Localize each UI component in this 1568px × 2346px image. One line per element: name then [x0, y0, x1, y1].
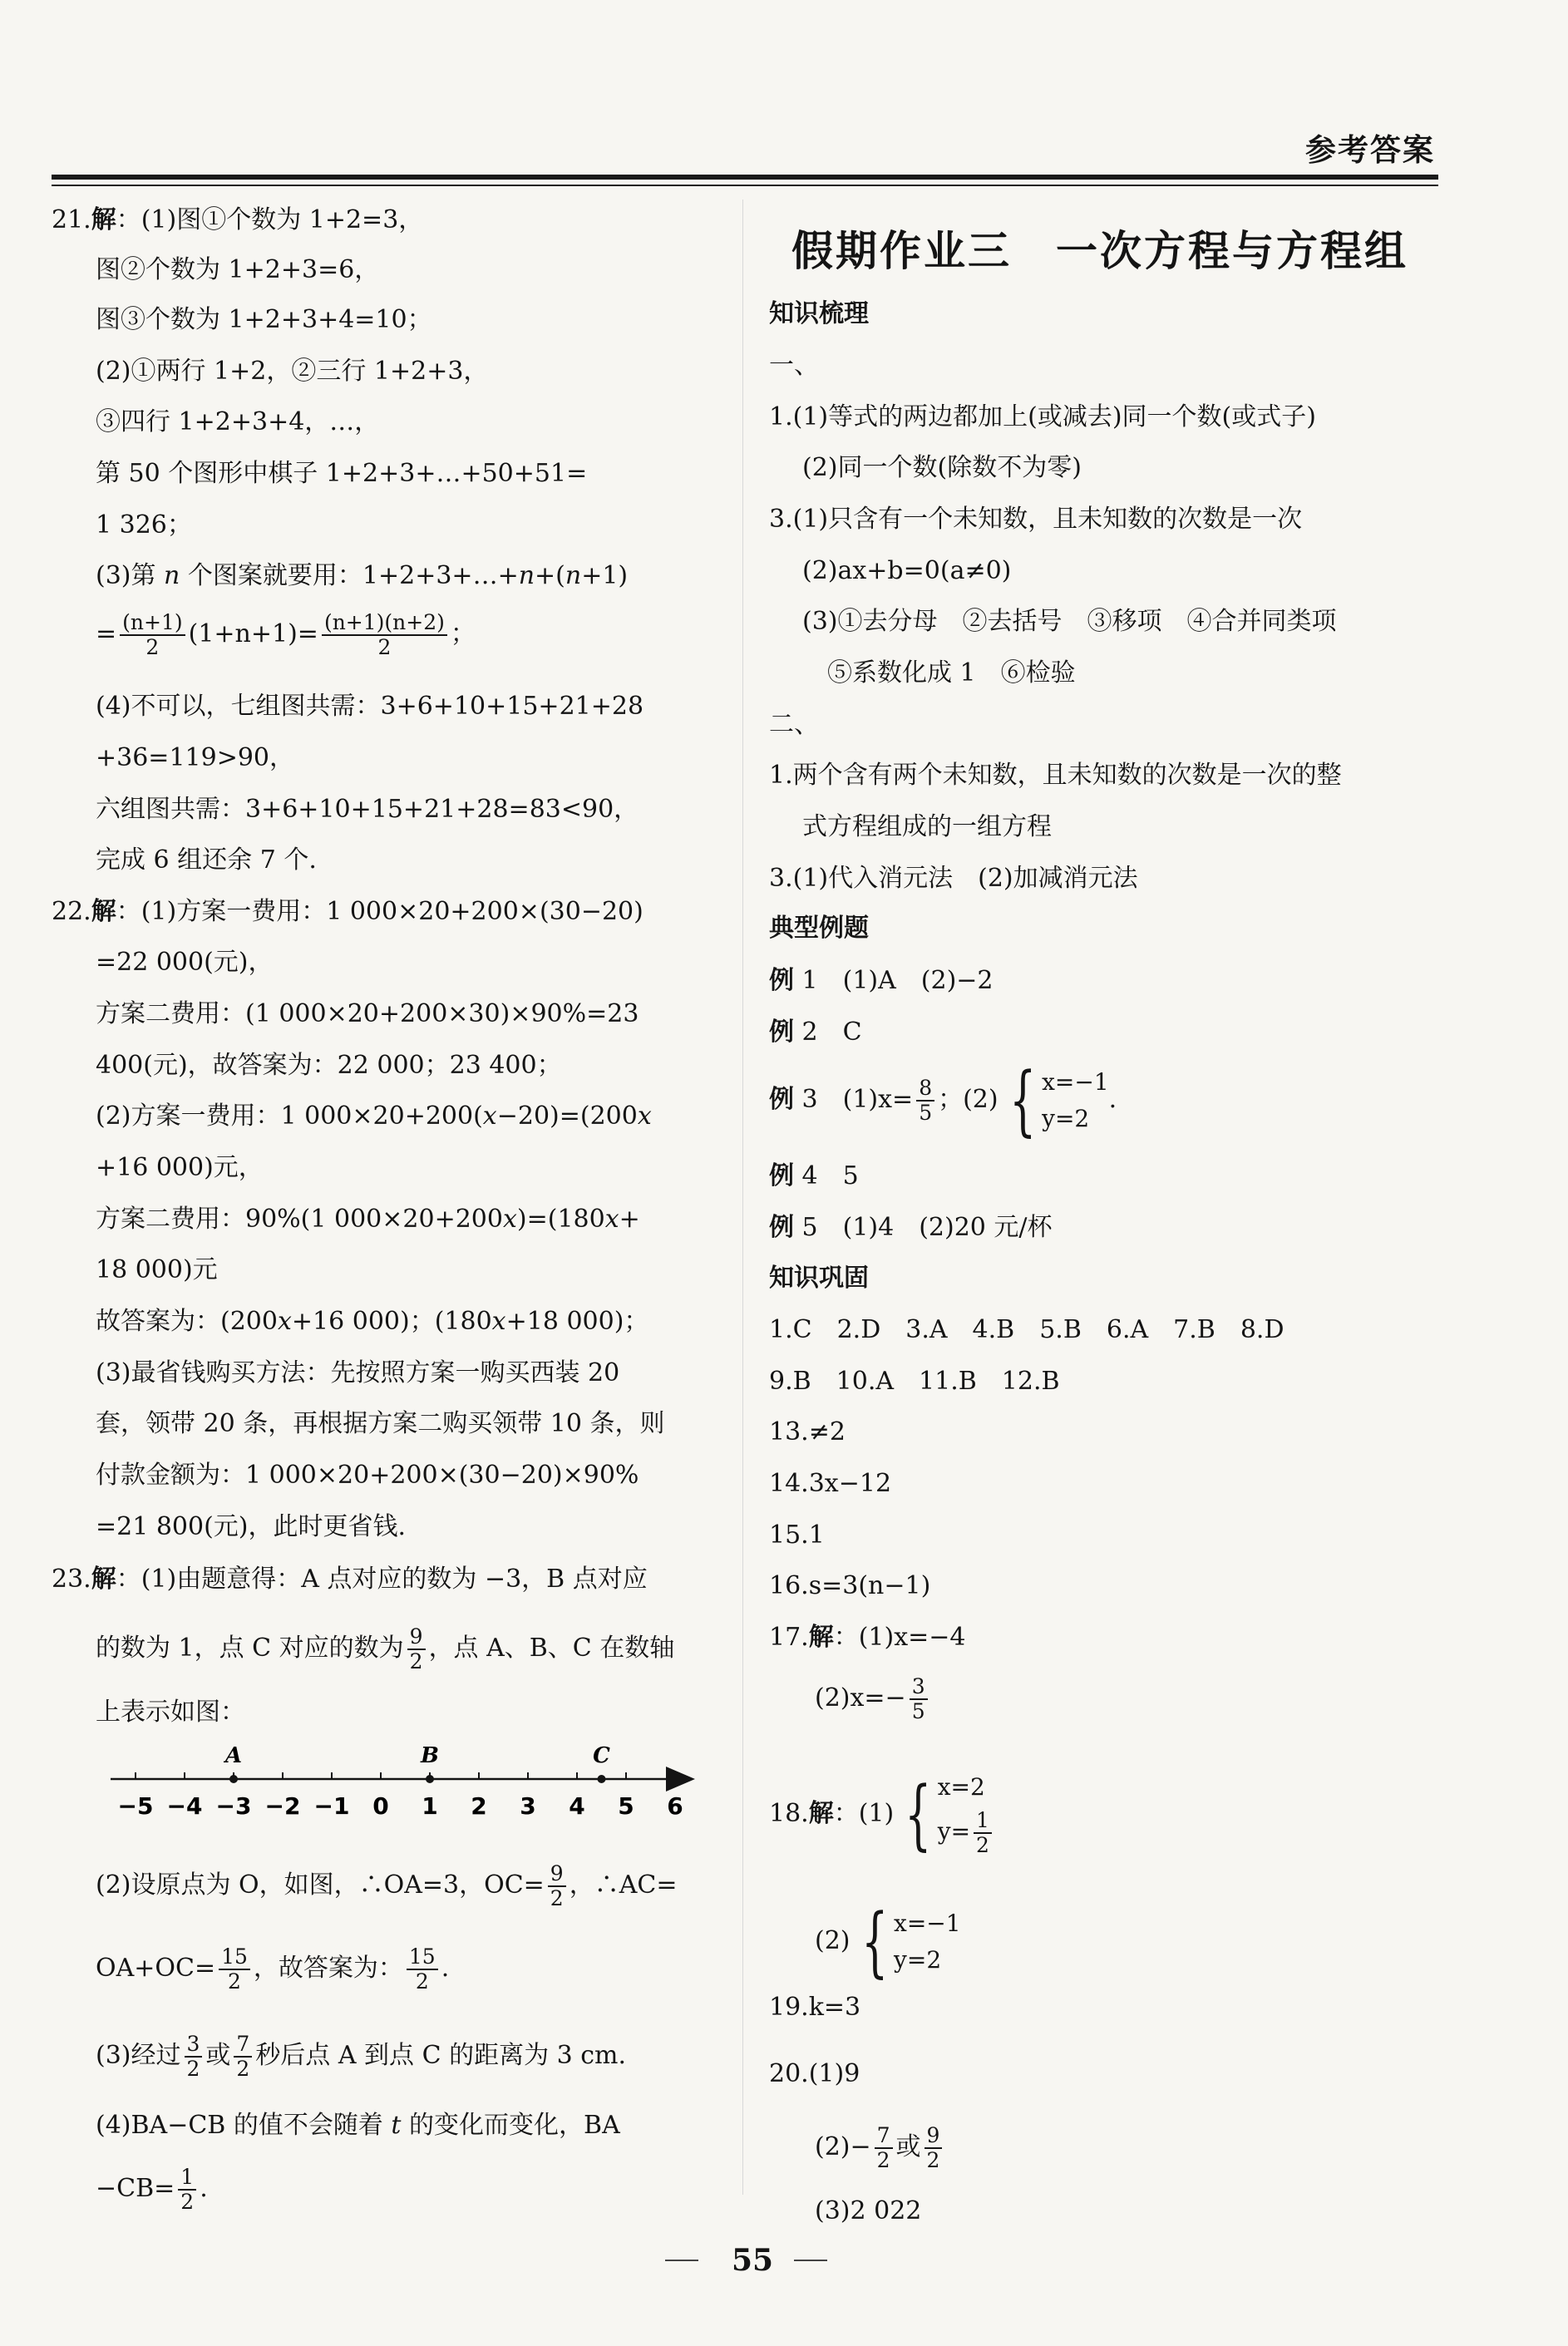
section-title: 假期作业三 一次方程与方程组 — [791, 227, 1408, 275]
column-divider — [742, 200, 743, 2195]
right-line-3: 3.(1)只含有一个未知数，且未知数的次数是一次 — [769, 505, 1303, 534]
q21-line-1: 21.解：(1)图①个数为 1+2=3， — [52, 205, 424, 234]
header-rule-thin — [52, 185, 1438, 186]
number-line-point — [426, 1775, 434, 1783]
q22-line-3: 方案二费用：(1 000×20+200×30)×90%=23 — [96, 999, 639, 1028]
answers-9-12: 9.B 10.A 11.B 12.B — [769, 1367, 1060, 1396]
number-line-tick-label: 0 — [372, 1792, 389, 1820]
number-line-point-label: A — [224, 1743, 243, 1768]
q23-line-7: (4)BA−CB 的值不会随着 t 的变化而变化，BA — [96, 2111, 620, 2140]
q21-line-5: ③四行 1+2+3+4，…， — [96, 407, 380, 436]
q22-line-13: =21 800(元)，此时更省钱. — [96, 1512, 407, 1541]
example-2: 例 2 C — [769, 1018, 862, 1047]
example-1: 例 1 (1)A (2)−2 — [769, 966, 994, 995]
q22-line-10: (3)最省钱购买方法：先按照方案一购买西装 20 — [96, 1358, 620, 1387]
q22-line-2: =22 000(元)， — [96, 948, 274, 977]
page-number: 55 — [732, 2243, 774, 2278]
answer-14: 14.3x−12 — [769, 1469, 892, 1498]
number-line-point-label: B — [421, 1743, 439, 1768]
q21-line-3: 图③个数为 1+2+3+4=10； — [96, 305, 432, 334]
q22-line-1: 22.解：(1)方案一费用：1 000×20+200×(30−20) — [52, 897, 643, 926]
q21-line-4: (2)①两行 1+2，②三行 1+2+3， — [96, 357, 489, 386]
answer-20-1: 20.(1)9 — [769, 2059, 860, 2088]
number-line-tick-label: 1 — [422, 1792, 438, 1820]
equation-system: { x=−1 y=2 — [860, 1897, 961, 1986]
q21-line-10: (4)不可以，七组图共需：3+6+10+15+21+28 — [96, 692, 644, 721]
fraction: $\frac{(n+1)(n+2)}{2}$ — [322, 611, 447, 659]
fraction: $\frac{7}{2}$ — [875, 2124, 893, 2172]
number-line-tick-label: −3 — [215, 1792, 252, 1820]
answer-20-2: (2)− $\frac{7}{2}$ 或 $\frac{9}{2}$ — [815, 2124, 945, 2172]
number-line — [104, 1737, 703, 1829]
fraction: $\frac{(n+1)}{2}$ — [120, 611, 185, 659]
fraction: $\frac{9}{2}$ — [925, 2124, 943, 2172]
q23-line-6: (3)经过 $\frac{3}{2}$ 或 $\frac{7}{2}$ 秒后点 A 到点 C 的距离为 3 cm. — [96, 2032, 627, 2081]
right-line-5: (3)①去分母 ②去括号 ③移项 ④合并同类项 — [802, 607, 1337, 636]
fraction: $\frac{8}{5}$ — [916, 1077, 934, 1125]
number-line-tick-label: 6 — [667, 1792, 683, 1820]
right-line-7: 1.两个含有两个未知数，且未知数的次数是一次的整 — [769, 761, 1342, 790]
fraction: $\frac{3}{5}$ — [910, 1675, 928, 1723]
header-tag: 参考答案 — [1305, 132, 1435, 168]
q22-line-9: 故答案为：(200x+16 000)；(180x+18 000)； — [96, 1307, 649, 1336]
right-line-6: ⑤系数化成 1 ⑥检验 — [827, 658, 1076, 688]
page-number-dash-left — [665, 2260, 698, 2261]
example-5: 例 5 (1)4 (2)20 元/杯 — [769, 1213, 1053, 1242]
number-line-tick-label: −5 — [117, 1792, 154, 1820]
q21-line-2: 图②个数为 1+2+3=6， — [96, 255, 380, 284]
answer-15: 15.1 — [769, 1520, 825, 1550]
number-line-tick-label: 2 — [471, 1792, 487, 1820]
part-two-label: 二、 — [769, 710, 819, 739]
number-line-tick-label: −4 — [166, 1792, 203, 1820]
q22-line-5: (2)方案一费用：1 000×20+200(x−20)=(200x — [96, 1102, 652, 1131]
right-line-8: 式方程组成的一组方程 — [802, 812, 1052, 841]
fraction: $\frac{9}{2}$ — [548, 1862, 566, 1910]
answer-13: 13.≠2 — [769, 1417, 846, 1447]
fraction: $\frac{7}{2}$ — [234, 2033, 252, 2081]
answer-17-1: 17.解：(1)x=−4 — [769, 1623, 966, 1652]
q23-line-3: 上表示如图： — [96, 1698, 245, 1727]
header-rule — [52, 175, 1438, 180]
answers-1-8: 1.C 2.D 3.A 4.B 5.B 6.A 7.B 8.D — [769, 1315, 1284, 1344]
answer-16: 16.s=3(n−1) — [769, 1571, 931, 1600]
q23-line-1: 23.解：(1)由题意得：A 点对应的数为 −3，B 点对应 — [52, 1565, 648, 1594]
q21-line-8: (3)第 n 个图案就要用：1+2+3+…+n+(n+1) — [96, 561, 629, 590]
q23-line-8: −CB= $\frac{1}{2}$ . — [96, 2165, 208, 2214]
answer-20-3: (3)2 022 — [815, 2196, 922, 2225]
q22-line-12: 付款金额为：1 000×20+200×(30−20)×90% — [96, 1461, 639, 1490]
fraction: $\frac{9}{2}$ — [407, 1625, 426, 1673]
page-number-dash-right — [794, 2260, 827, 2261]
q21-line-7: 1 326； — [96, 510, 192, 540]
fraction: $\frac{3}{2}$ — [185, 2033, 203, 2081]
q22-line-4: 400(元)，故答案为：22 000；23 400； — [96, 1051, 562, 1080]
answer-17-2: (2)x=− $\frac{3}{5}$ — [815, 1675, 931, 1723]
number-line-point — [229, 1775, 238, 1783]
right-line-4: (2)ax+b=0(a≠0) — [802, 556, 1012, 585]
q21-line-12: 六组图共需：3+6+10+15+21+28=83<90， — [96, 795, 639, 824]
q22-line-7: 方案二费用：90%(1 000×20+200x)=(180x+ — [96, 1205, 640, 1234]
right-line-1: 1.(1)等式的两边都加上(或减去)同一个数(或式子) — [769, 402, 1316, 431]
number-line-tick-label: 4 — [569, 1792, 585, 1820]
number-line-point — [598, 1775, 606, 1783]
number-line-tick-label: −2 — [264, 1792, 301, 1820]
fraction: $\frac{15}{2}$ — [407, 1945, 438, 1994]
answer-19: 19.k=3 — [769, 1993, 861, 2022]
example-4: 例 4 5 — [769, 1161, 859, 1190]
q21-line-9: = $\frac{(n+1)}{2}$ (1+n+1)= $\frac{(n+1)(n+2)}{2}$ ； — [96, 610, 476, 659]
q21-line-11: +36=119>90， — [96, 743, 295, 772]
q21-line-6: 第 50 个图形中棋子 1+2+3+…+50+51= — [96, 459, 588, 488]
heading-typical-examples: 典型例题 — [769, 914, 869, 943]
number-line-point-label: C — [593, 1743, 610, 1768]
number-line-tick-label: 3 — [520, 1792, 536, 1820]
answer-18-1: 18.解：(1) { x=2 y= $\frac{1}{2}$ — [769, 1772, 995, 1857]
q23-line-2: 的数为 1，点 C 对应的数为 $\frac{9}{2}$ ，点 A、B、C 在数轴 — [96, 1624, 675, 1673]
fraction: $\frac{1}{2}$ — [178, 2166, 196, 2214]
example-3: 例 3 (1)x= $\frac{8}{5}$ ；(2) { x=−1 y=2 . — [769, 1056, 1117, 1145]
right-line-2: (2)同一个数(除数不为零) — [802, 453, 1082, 482]
part-one-label: 一、 — [769, 351, 819, 380]
answer-18-2: (2) { x=−1 y=2 — [815, 1897, 961, 1986]
fraction: $\frac{15}{2}$ — [219, 1945, 250, 1994]
equation-system: { x=2 y= $\frac{1}{2}$ — [894, 1772, 995, 1857]
right-line-9: 3.(1)代入消元法 (2)加减消元法 — [769, 864, 1138, 893]
heading-knowledge-review: 知识梳理 — [769, 299, 869, 328]
equation-system: { x=−1 y=2 — [1008, 1056, 1109, 1145]
q23-line-5: OA+OC= $\frac{15}{2}$ ，故答案为： $\frac{15}{2}$ . — [96, 1944, 450, 1994]
heading-consolidation: 知识巩固 — [769, 1264, 869, 1293]
q23-line-4: (2)设原点为 O，如图，∴OA=3，OC= $\frac{9}{2}$ ，∴AC= — [96, 1861, 678, 1910]
q22-line-6: +16 000)元， — [96, 1153, 264, 1182]
q21-line-13: 完成 6 组还余 7 个. — [96, 845, 317, 875]
number-line-tick-label: −1 — [313, 1792, 350, 1820]
number-line-tick-label: 5 — [618, 1792, 634, 1820]
q22-line-11: 套，领带 20 条，再根据方案二购买领带 10 条，则 — [96, 1409, 665, 1438]
q22-line-8: 18 000)元 — [96, 1255, 218, 1284]
fraction: $\frac{1}{2}$ — [974, 1809, 992, 1857]
